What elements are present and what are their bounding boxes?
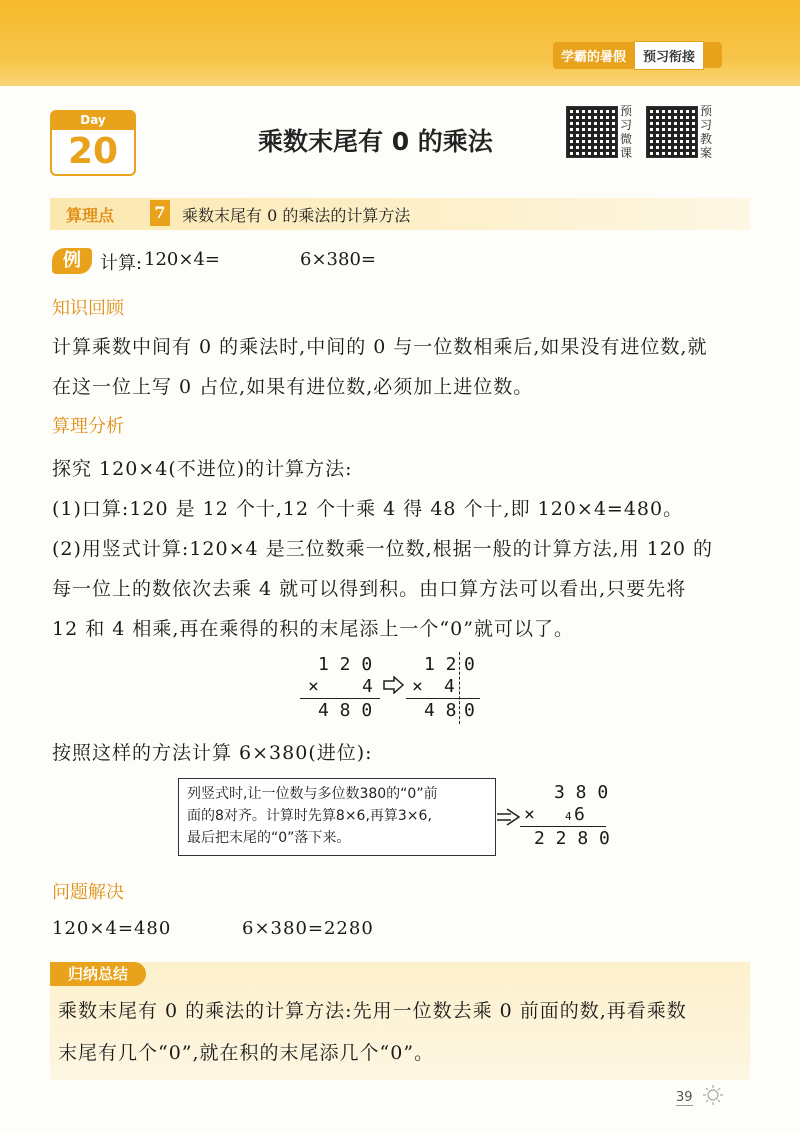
follow-line: 按照这样的方法计算 6×380(进位): xyxy=(52,742,373,764)
calc-top: 1 2 0 xyxy=(318,654,373,675)
review-heading: 知识回顾 xyxy=(52,298,124,319)
calc-multiplier: 6 xyxy=(574,804,585,825)
day-number: 20 xyxy=(50,128,136,176)
arrow-right-icon xyxy=(383,676,405,694)
calc-top: 3 8 0 xyxy=(554,782,609,803)
calc-times: × xyxy=(412,676,423,697)
arrow-right-icon xyxy=(497,808,521,826)
qr-label-2: 预习教案 xyxy=(700,104,713,160)
analysis-line: 12 和 4 相乘,再在乘得的积的末尾添上一个“0”就可以了。 xyxy=(52,618,574,640)
section-label: 算理点 xyxy=(66,206,115,225)
calc-divider xyxy=(459,652,460,724)
analysis-line: (2)用竖式计算:120×4 是三位数乘一位数,根据一般的计算方法,用 120 的 xyxy=(52,538,714,560)
qr-code-icon[interactable] xyxy=(566,106,618,158)
section-number: 7 xyxy=(150,200,170,226)
summary-line: 末尾有几个“0”,就在积的末尾添几个“0”。 xyxy=(58,1042,435,1064)
sun-icon xyxy=(702,1084,724,1106)
calc-carry: 4 xyxy=(565,810,572,823)
example-question-2: 6×380= xyxy=(300,249,376,270)
calc-times: × xyxy=(524,804,535,825)
example-badge: 例 xyxy=(52,248,92,274)
calc-rule xyxy=(406,698,480,699)
day-label: Day xyxy=(50,110,136,130)
page-title: 乘数末尾有 0 的乘法 xyxy=(258,127,493,156)
note-line: 列竖式时,让一位数与多位数380的“0”前 xyxy=(187,786,438,802)
calc-result-zero: 0 xyxy=(464,700,475,721)
calc-times: × xyxy=(308,676,319,697)
calc-rule xyxy=(520,826,606,827)
brand-tag xyxy=(553,42,722,68)
calc-multiplier: 4 xyxy=(444,676,455,697)
note-line: 面的8对齐。计算时先算8×6,再算3×6, xyxy=(187,808,432,824)
page-number: 39 xyxy=(676,1090,693,1105)
calc-result: 4 8 xyxy=(424,700,457,721)
review-line: 计算乘数中间有 0 的乘法时,中间的 0 与一位数相乘后,如果没有进位数,就 xyxy=(52,336,708,358)
note-box xyxy=(178,778,496,856)
brand-square-icon xyxy=(704,42,722,68)
analysis-line: (1)口算:120 是 12 个十,12 个十乘 4 得 48 个十,即 120×4=480。 xyxy=(52,498,684,520)
answer-2: 6×380=2280 xyxy=(242,918,374,939)
brand-label-a: 学霸的暑假 xyxy=(553,42,634,69)
calc-multiplier: 4 xyxy=(362,676,373,697)
solution-heading: 问题解决 xyxy=(52,882,124,903)
day-badge xyxy=(50,110,136,174)
answer-1: 120×4=480 xyxy=(52,918,172,939)
calc-rule xyxy=(300,698,380,699)
section-title: 乘数末尾有 0 的乘法的计算方法 xyxy=(182,206,411,225)
summary-line: 乘数末尾有 0 的乘法的计算方法:先用一位数去乘 0 前面的数,再看乘数 xyxy=(58,1000,687,1022)
analysis-heading: 算理分析 xyxy=(52,416,124,437)
calc-result: 4 8 0 xyxy=(318,700,373,721)
qr-code-icon[interactable] xyxy=(646,106,698,158)
calc-top-zero: 0 xyxy=(464,654,475,675)
analysis-line: 探究 120×4(不进位)的计算方法: xyxy=(52,458,353,480)
calc-result: 2 2 8 0 xyxy=(534,828,610,849)
review-line: 在这一位上写 0 占位,如果有进位数,必须加上进位数。 xyxy=(52,376,534,398)
note-line: 最后把末尾的“0”落下来。 xyxy=(187,830,351,846)
example-prefix: 计算: xyxy=(100,253,143,274)
analysis-line: 每一位上的数依次去乘 4 就可以得到积。由口算方法可以看出,只要先将 xyxy=(52,578,687,600)
example-question-1: 120×4= xyxy=(144,249,220,270)
summary-tag: 归纳总结 xyxy=(50,962,146,986)
qr-label-1: 预习微课 xyxy=(620,104,633,160)
calc-top: 1 2 xyxy=(424,654,457,675)
brand-label-b: 预习衔接 xyxy=(634,41,704,70)
